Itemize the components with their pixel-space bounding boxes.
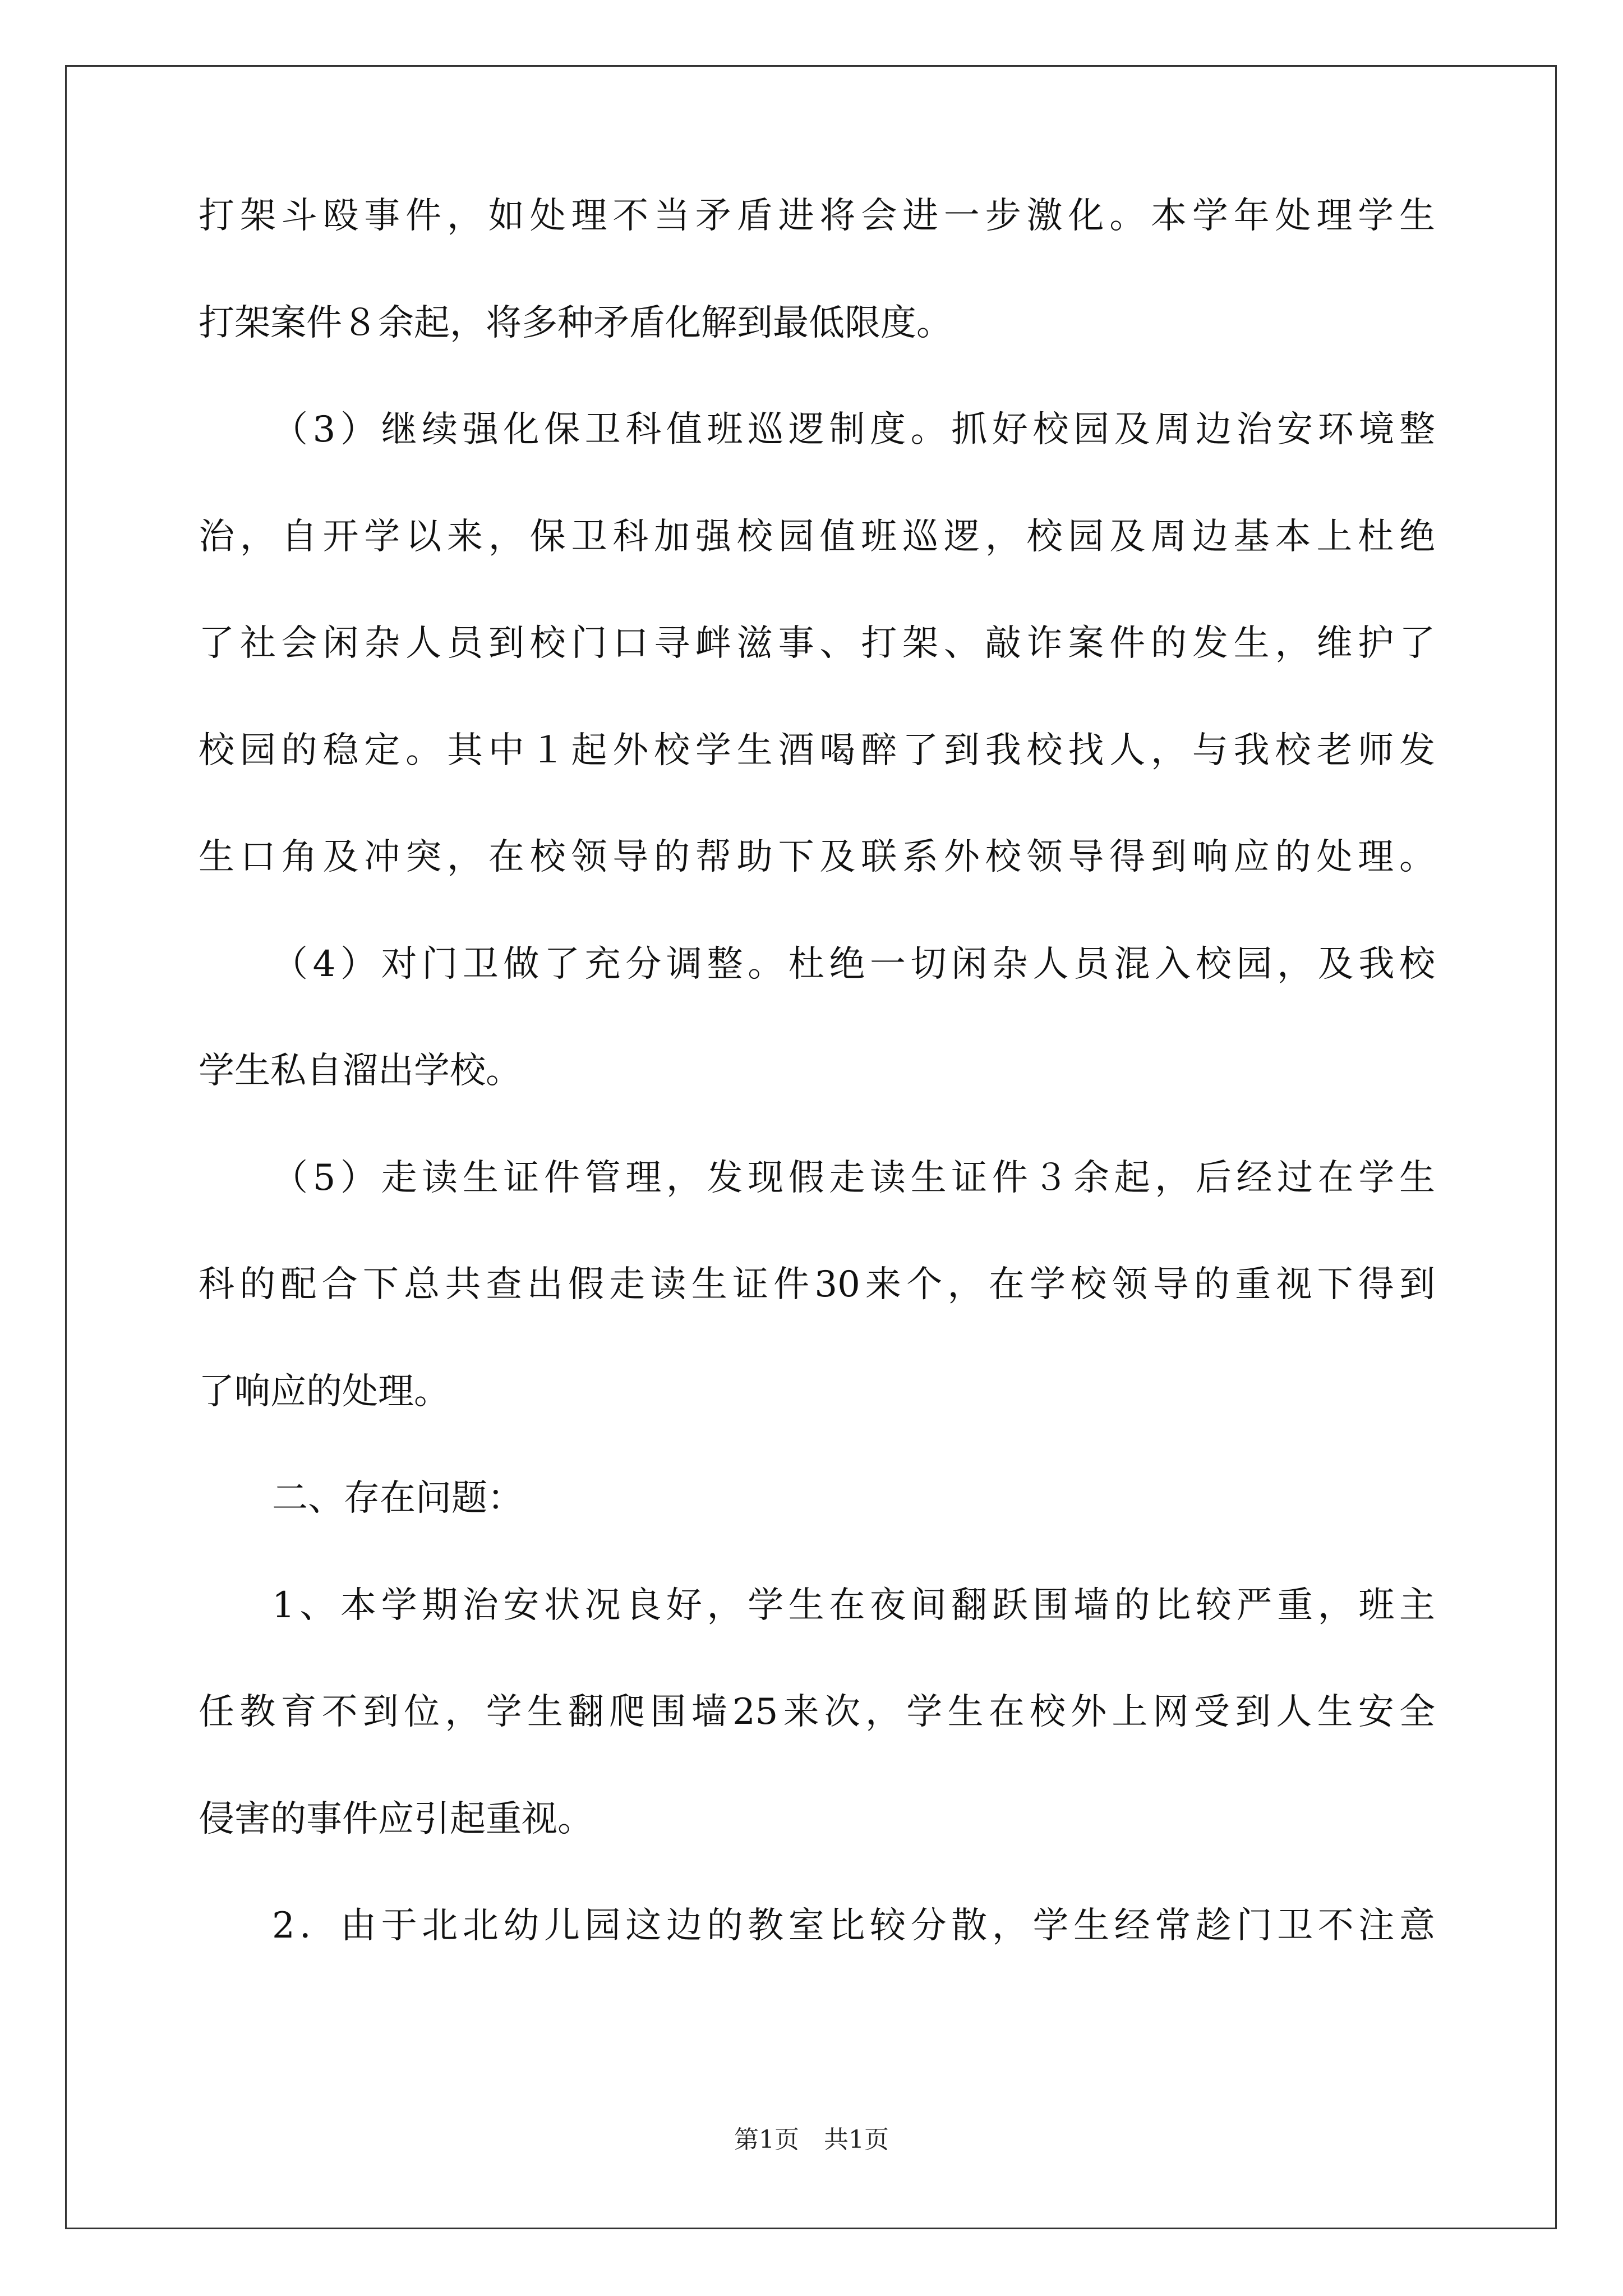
text-line: 任教育不到位，学生翻爬围墙25来次，学生在校外上网受到人生安全 — [199, 1691, 1435, 1733]
text-line: 生口角及冲突，在校领导的帮助下及联系外校领导得到响应的处理。 — [199, 836, 1435, 878]
text-line: 侵害的事件应引起重视。 — [199, 1798, 593, 1840]
text-line: 科的配合下总共查出假走读生证件30来个，在学校领导的重视下得到 — [199, 1264, 1435, 1305]
text-line: （4）对门卫做了充分调整。杜绝一切闲杂人员混入校园，及我校 — [272, 944, 1435, 985]
text-line: 校园的稳定。其中１起外校学生酒喝醉了到我校找人，与我校老师发 — [199, 730, 1435, 771]
section-heading: 二、存在问题： — [272, 1478, 523, 1519]
page-number: 第1页 共1页 — [734, 2125, 889, 2154]
text-line: （5）走读生证件管理，发现假走读生证件３余起，后经过在学生 — [272, 1157, 1435, 1199]
text-line: 打架斗殴事件，如处理不当矛盾进将会进一步激化。本学年处理学生 — [199, 195, 1435, 237]
text-line: 了响应的处理。 — [199, 1371, 450, 1412]
text-line: （3）继续强化保卫科值班巡逻制度。抓好校园及周边治安环境整 — [272, 409, 1435, 450]
text-line: 打架案件８余起，将多种矛盾化解到最低限度。 — [199, 302, 952, 344]
text-line: 1、本学期治安状况良好，学生在夜间翻跃围墙的比较严重，班主 — [272, 1585, 1435, 1626]
text-line: 治，自开学以来，保卫科加强校园值班巡逻，校园及周边基本上杜绝 — [199, 516, 1435, 558]
text-line: 学生私自溜出学校。 — [199, 1050, 522, 1092]
text-line: 2．由于北北幼儿园这边的教室比较分散，学生经常趁门卫不注意 — [272, 1905, 1435, 1947]
text-line: 了社会闲杂人员到校门口寻衅滋事、打架、敲诈案件的发生，维护了 — [199, 623, 1435, 664]
